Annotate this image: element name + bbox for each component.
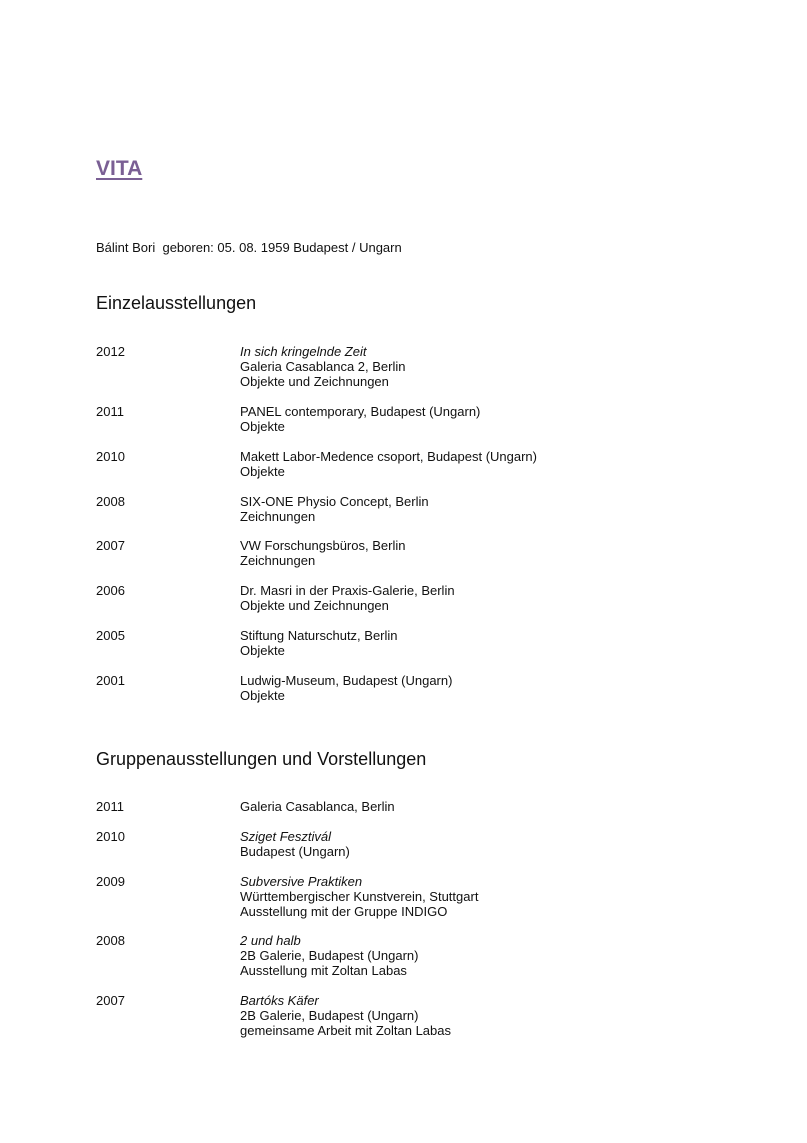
entry-details (240, 993, 451, 1038)
entry-title: 2 und halb (240, 933, 301, 948)
entry-details (240, 628, 398, 658)
entry-year: 2010 (96, 829, 125, 844)
entry-venue: Dr. Masri in der Praxis-Galerie, Berlin (240, 583, 455, 598)
entry-venue: Ludwig-Museum, Budapest (Ungarn) (240, 673, 453, 688)
entry-year: 2009 (96, 874, 125, 889)
entry-venue: Budapest (Ungarn) (240, 844, 350, 859)
entry-details (240, 874, 478, 919)
entry-venue: 2B Galerie, Budapest (Ungarn) (240, 1008, 419, 1023)
entry-year: 2001 (96, 673, 125, 688)
entry-note: Ausstellung mit Zoltan Labas (240, 963, 407, 978)
entry-details (240, 494, 429, 524)
entry-year: 2007 (96, 538, 125, 553)
solo-exhibitions-heading: Einzelausstellungen (96, 293, 257, 313)
entry-year: 2006 (96, 583, 125, 598)
entry-year: 2011 (96, 404, 124, 419)
entry-year: 2012 (96, 344, 125, 359)
entry-note: Objekte (240, 688, 285, 703)
entry-title: Sziget Fesztivál (240, 829, 332, 844)
entry-note: Objekte und Zeichnungen (240, 598, 389, 613)
entry-venue: VW Forschungsbüros, Berlin (240, 538, 406, 553)
entry-note: Ausstellung mit der Gruppe INDIGO (240, 904, 448, 919)
bio-line: Bálint Bori geboren: 05. 08. 1959 Budapest / Ungarn (96, 240, 402, 255)
entry-details (240, 449, 537, 479)
entry-venue: PANEL contemporary, Budapest (Ungarn) (240, 404, 481, 419)
entry-venue: Stiftung Naturschutz, Berlin (240, 628, 398, 643)
entry-venue: SIX-ONE Physio Concept, Berlin (240, 494, 429, 509)
group-exhibitions-heading: Gruppenausstellungen und Vorstellungen (96, 749, 427, 769)
entry-venue: 2B Galerie, Budapest (Ungarn) (240, 948, 419, 963)
entry-year: 2011 (96, 799, 124, 814)
entry-year: 2008 (96, 933, 125, 948)
entry-note: Objekte (240, 419, 285, 434)
entry-year: 2010 (96, 449, 125, 464)
page-title: VITA (96, 157, 143, 180)
entry-title: In sich kringelnde Zeit (240, 344, 367, 359)
entry-note: gemeinsame Arbeit mit Zoltan Labas (240, 1023, 451, 1038)
entry-venue: Galeria Casablanca 2, Berlin (240, 359, 406, 374)
entry-note: Objekte (240, 643, 285, 658)
entry-details (240, 404, 480, 434)
entry-details (240, 673, 452, 703)
entry-details (240, 344, 405, 389)
entry-note: Objekte (240, 464, 285, 479)
entry-year: 2007 (96, 993, 125, 1008)
entry-note: Zeichnungen (240, 509, 316, 524)
entry-details (240, 933, 418, 978)
entry-title: Subversive Praktiken (240, 874, 363, 889)
entry-note: Objekte und Zeichnungen (240, 374, 389, 389)
entry-venue: Galeria Casablanca, Berlin (240, 799, 395, 814)
entry-details (240, 538, 405, 568)
entry-year: 2005 (96, 628, 125, 643)
entry-details (240, 799, 395, 814)
entry-details (240, 583, 455, 613)
entry-venue: Makett Labor-Medence csoport, Budapest (Ungarn) (240, 449, 537, 464)
entry-year: 2008 (96, 494, 125, 509)
entry-title: Bartóks Käfer (240, 993, 319, 1008)
entry-note: Zeichnungen (240, 553, 316, 568)
entry-details (240, 829, 350, 859)
entry-venue: Württembergischer Kunstverein, Stuttgart (240, 889, 479, 904)
